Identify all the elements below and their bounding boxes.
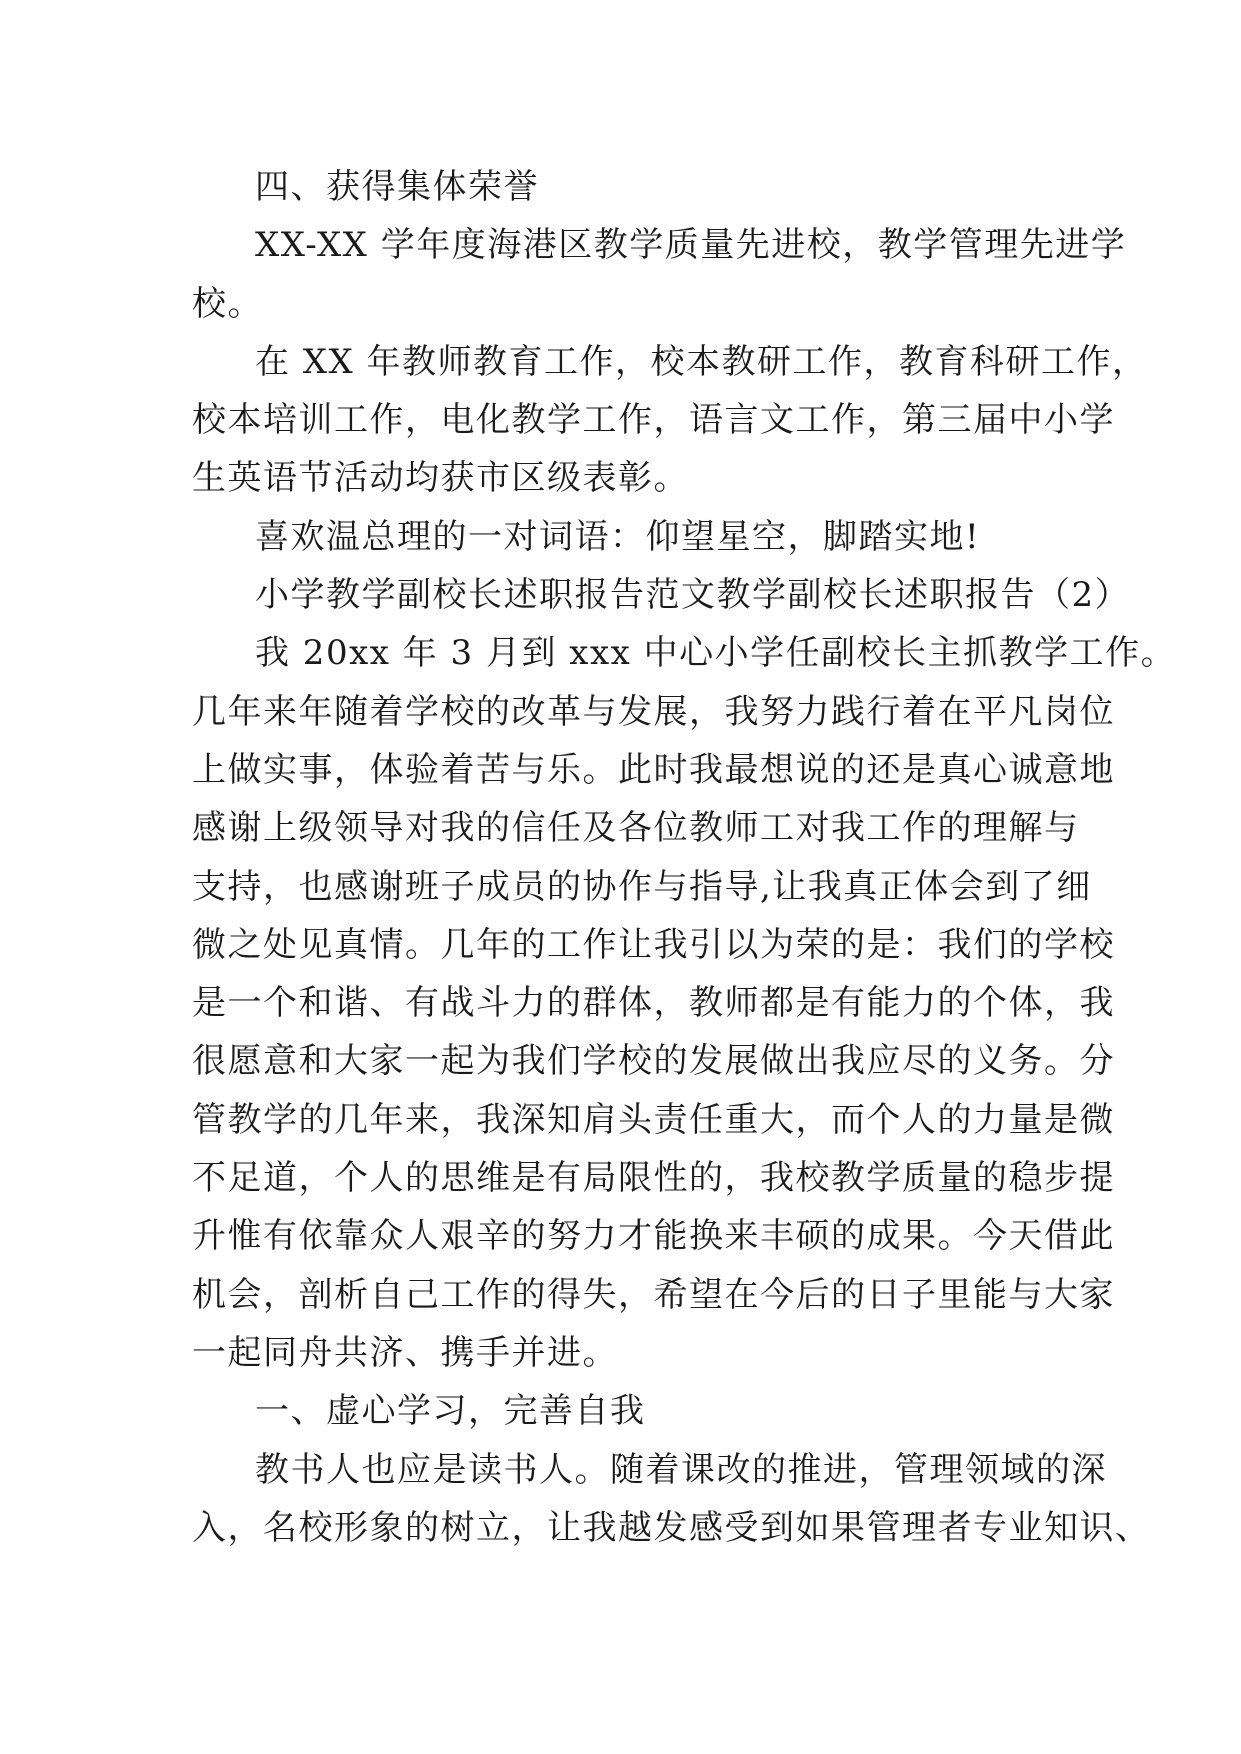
section-heading-learning: 一、虚心学习，完善自我 [255, 1391, 646, 1432]
paragraph-line: 在 XX 年教师教育工作，校本教研工作，教育科研工作， [255, 341, 1148, 382]
paragraph-line: 我 20xx 年 3 月到 xxx 中心小学任副校长主抓教学工作。 [255, 633, 1177, 674]
paragraph-line: 校本培训工作，电化教学工作，语言文工作，第三届中小学 [192, 400, 1115, 441]
paragraph-line: 是一个和谐、有战斗力的群体，教师都是有能力的个体，我 [192, 983, 1115, 1024]
paragraph-line: 不足道，个人的思维是有局限性的，我校教学质量的稳步提 [192, 1158, 1115, 1199]
paragraph-line: 入，名校形象的树立，让我越发感受到如果管理者专业知识、 [192, 1507, 1151, 1548]
paragraph-line: 教书人也应是读书人。随着课改的推进，管理领域的深 [255, 1449, 1107, 1490]
paragraph-line: 微之处见真情。几年的工作让我引以为荣的是：我们的学校 [192, 924, 1115, 965]
report-title-line: 小学教学副校长述职报告范文教学副校长述职报告（2） [255, 575, 1131, 616]
paragraph-line: 生英语节活动均获市区级表彰。 [192, 458, 689, 499]
paragraph-line: 支持，也感谢班子成员的协作与指导,让我真正体会到了细 [192, 866, 1092, 907]
paragraph-line: XX-XX 学年度海港区教学质量先进校，教学管理先进学 [255, 225, 1127, 266]
paragraph-line: 管教学的几年来，我深知肩头责任重大，而个人的力量是微 [192, 1099, 1115, 1140]
paragraph-line: 一起同舟共济、携手并进。 [192, 1332, 618, 1373]
paragraph-line: 几年来年随着学校的改革与发展，我努力践行着在平凡岗位 [192, 691, 1115, 732]
heading-collective-honors: 四、获得集体荣誉 [255, 167, 539, 207]
paragraph-line: 机会，剖析自己工作的得失，希望在今后的日子里能与大家 [192, 1274, 1115, 1315]
paragraph-line: 喜欢温总理的一对词语：仰望星空，脚踏实地! [255, 516, 981, 557]
paragraph-line: 上做实事，体验着苦与乐。此时我最想说的还是真心诚意地 [192, 749, 1115, 790]
document-body [192, 158, 1177, 1557]
paragraph-line: 很愿意和大家一起为我们学校的发展做出我应尽的义务。分 [192, 1041, 1115, 1082]
paragraph-line: 感谢上级领导对我的信任及各位教师工对我工作的理解与 [192, 808, 1080, 849]
paragraph-line: 升惟有依靠众人艰辛的努力才能换来丰硕的成果。今天借此 [192, 1216, 1115, 1257]
paragraph-line: 校。 [192, 283, 263, 324]
